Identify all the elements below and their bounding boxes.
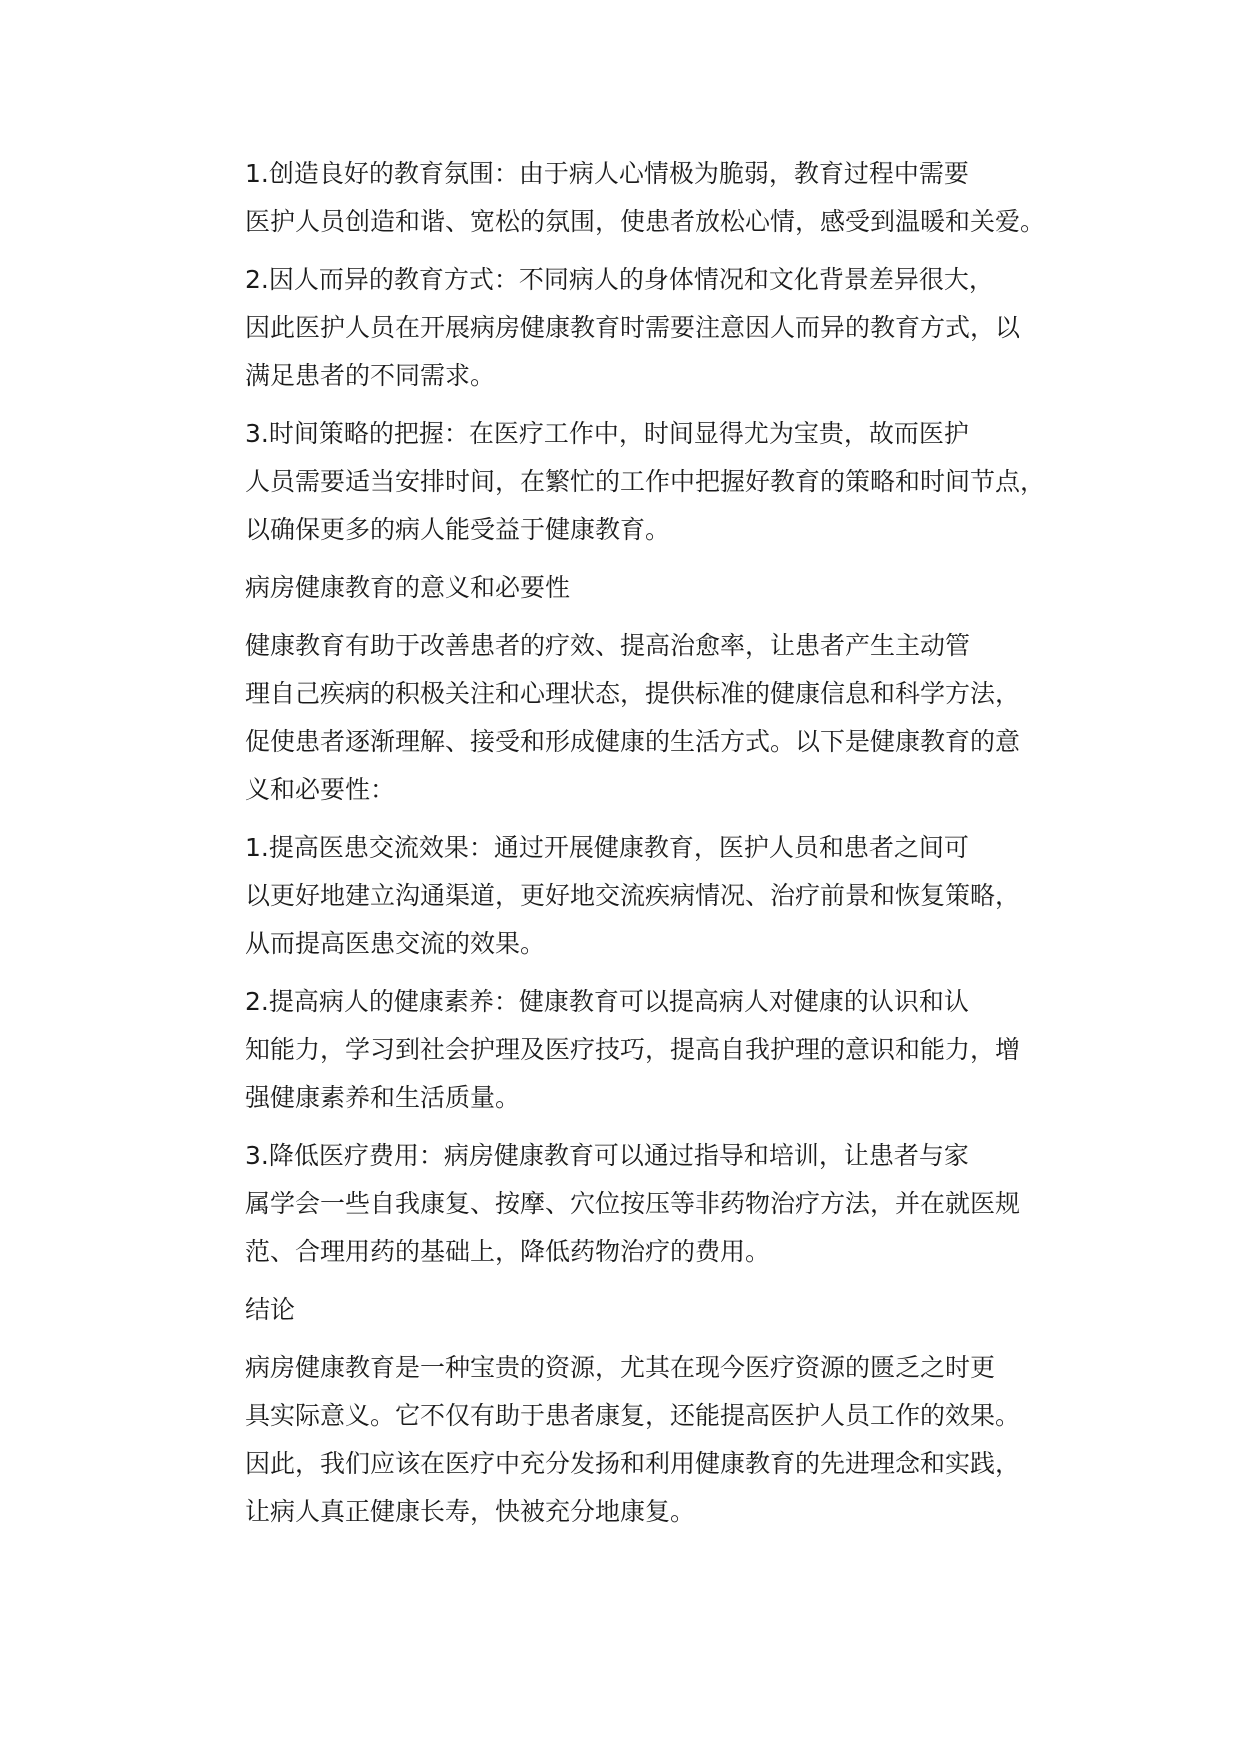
heading-text: 病房健康教育的意义和必要性 (245, 573, 571, 602)
text-line: 满足患者的不同需求。 (245, 361, 496, 390)
text-line: 3.时间策略的把握：在医疗工作中，时间显得尤为宝贵，故而医护 (245, 419, 969, 448)
section-heading-significance (188, 564, 1078, 612)
text-line: 以更好地建立沟通渠道，更好地交流疾病情况、治疗前景和恢复策略， (245, 881, 1021, 910)
document-page (188, 150, 1078, 1546)
text-line: 2.提高病人的健康素养：健康教育可以提高病人对健康的认识和认 (245, 987, 969, 1016)
paragraph-conclusion (188, 1344, 1078, 1536)
text-line: 义和必要性： (245, 775, 396, 804)
paragraph-communication (188, 824, 1078, 968)
paragraph-time-strategy (188, 410, 1078, 554)
paragraph-individualized-method (188, 256, 1078, 400)
text-line: 让病人真正健康长寿，快被充分地康复。 (245, 1497, 696, 1526)
text-line: 具实际意义。它不仅有助于患者康复，还能提高医护人员工作的效果。 (245, 1401, 1021, 1430)
text-line: 1.提高医患交流效果：通过开展健康教育，医护人员和患者之间可 (245, 833, 969, 862)
text-line: 以确保更多的病人能受益于健康教育。 (245, 515, 671, 544)
text-line: 3.降低医疗费用：病房健康教育可以通过指导和培训，让患者与家 (245, 1141, 969, 1170)
text-line: 强健康素养和生活质量。 (245, 1083, 521, 1112)
text-line: 促使患者逐渐理解、接受和形成健康的生活方式。以下是健康教育的意 (245, 727, 1021, 756)
text-line: 医护人员创造和谐、宽松的氛围，使患者放松心情，感受到温暖和关爱。 (245, 207, 1046, 236)
heading-text: 结论 (245, 1295, 296, 1324)
text-line: 理自己疾病的积极关注和心理状态，提供标准的健康信息和科学方法， (245, 679, 1021, 708)
paragraph-atmosphere (188, 150, 1078, 246)
text-line: 知能力，学习到社会护理及医疗技巧，提高自我护理的意识和能力，增 (245, 1035, 1021, 1064)
text-line: 1.创造良好的教育氛围：由于病人心情极为脆弱，教育过程中需要 (245, 159, 969, 188)
section-heading-conclusion (188, 1286, 1078, 1334)
text-line: 属学会一些自我康复、按摩、穴位按压等非药物治疗方法，并在就医规 (245, 1189, 1021, 1218)
paragraph-significance-intro (188, 622, 1078, 814)
text-line: 人员需要适当安排时间，在繁忙的工作中把握好教育的策略和时间节点， (245, 467, 1046, 496)
text-line: 因此，我们应该在医疗中充分发扬和利用健康教育的先进理念和实践， (245, 1449, 1021, 1478)
text-line: 因此医护人员在开展病房健康教育时需要注意因人而异的教育方式，以 (245, 313, 1021, 342)
text-line: 从而提高医患交流的效果。 (245, 929, 546, 958)
text-line: 病房健康教育是一种宝贵的资源，尤其在现今医疗资源的匮乏之时更 (245, 1353, 996, 1382)
text-line: 健康教育有助于改善患者的疗效、提高治愈率，让患者产生主动管 (245, 631, 971, 660)
text-line: 2.因人而异的教育方式：不同病人的身体情况和文化背景差异很大， (245, 265, 994, 294)
paragraph-reduce-cost (188, 1132, 1078, 1276)
paragraph-health-literacy (188, 978, 1078, 1122)
text-line: 范、合理用药的基础上，降低药物治疗的费用。 (245, 1237, 771, 1266)
